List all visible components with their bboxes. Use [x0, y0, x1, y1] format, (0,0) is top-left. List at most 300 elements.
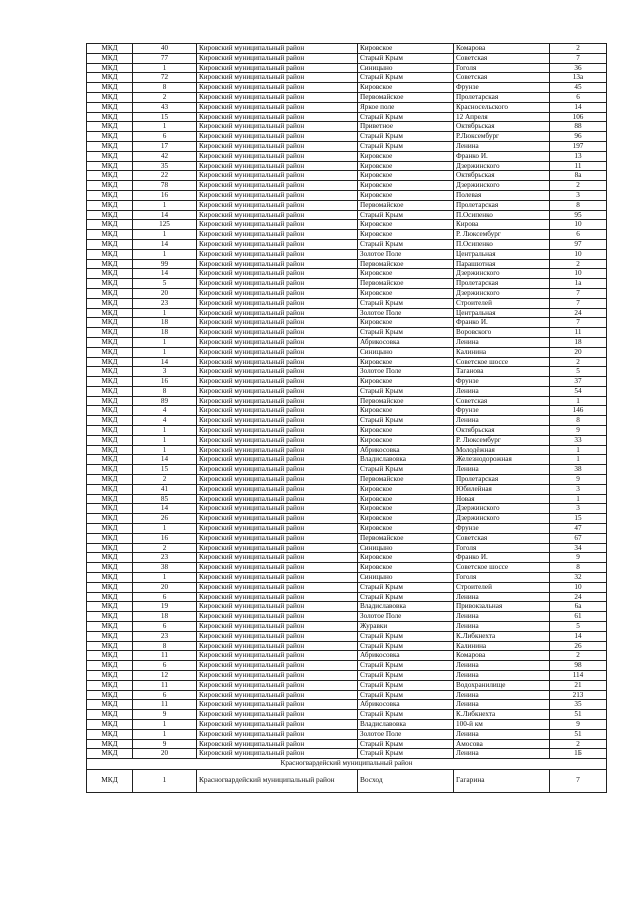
building-type-cell: МКД [87, 200, 133, 210]
row-number-cell: 2 [133, 92, 197, 102]
house-number-cell: 2 [550, 651, 607, 661]
district-cell: Кировский муниципальный район [197, 514, 358, 524]
district-cell: Кировский муниципальный район [197, 533, 358, 543]
settlement-cell: Старый Крым [358, 239, 454, 249]
district-cell: Кировский муниципальный район [197, 592, 358, 602]
house-number-cell: 20 [550, 347, 607, 357]
district-cell: Кировский муниципальный район [197, 308, 358, 318]
house-number-cell: 9 [550, 426, 607, 436]
row-number-cell: 99 [133, 259, 197, 269]
building-type-cell: МКД [87, 416, 133, 426]
table-row [87, 269, 607, 279]
settlement-cell: Старый Крым [358, 631, 454, 641]
row-number-cell: 14 [133, 357, 197, 367]
building-type-cell: МКД [87, 612, 133, 622]
street-cell: Гоголя [454, 543, 550, 553]
street-cell: Советское шоссе [454, 563, 550, 573]
row-number-cell: 77 [133, 53, 197, 63]
street-cell: Фрунзе [454, 377, 550, 387]
settlement-cell: Золотое Поле [358, 249, 454, 259]
district-cell: Кировский муниципальный район [197, 347, 358, 357]
street-cell: К.Либкнехта [454, 631, 550, 641]
street-cell: Р. Люксембург [454, 230, 550, 240]
table-row [87, 122, 607, 132]
building-type-cell: МКД [87, 514, 133, 524]
house-number-cell: 96 [550, 132, 607, 142]
row-number-cell: 1 [133, 769, 197, 792]
table-row [87, 514, 607, 524]
row-number-cell: 17 [133, 141, 197, 151]
table-row [87, 288, 607, 298]
building-type-cell: МКД [87, 729, 133, 739]
row-number-cell: 1 [133, 200, 197, 210]
building-type-cell: МКД [87, 690, 133, 700]
district-cell: Кировский муниципальный район [197, 63, 358, 73]
building-type-cell: МКД [87, 171, 133, 181]
building-type-cell: МКД [87, 112, 133, 122]
street-cell: Центральная [454, 249, 550, 259]
row-number-cell: 4 [133, 416, 197, 426]
table-row [87, 63, 607, 73]
table-row [87, 700, 607, 710]
building-type-cell: МКД [87, 582, 133, 592]
building-type-cell: МКД [87, 719, 133, 729]
building-type-cell: МКД [87, 671, 133, 681]
building-type-cell: МКД [87, 220, 133, 230]
settlement-cell: Старый Крым [358, 112, 454, 122]
table-row [87, 739, 607, 749]
building-type-cell: МКД [87, 710, 133, 720]
settlement-cell: Старый Крым [358, 298, 454, 308]
table-row [87, 504, 607, 514]
building-type-cell: МКД [87, 141, 133, 151]
row-number-cell: 4 [133, 406, 197, 416]
table-row [87, 769, 607, 792]
row-number-cell: 72 [133, 73, 197, 83]
house-number-cell: 3 [550, 484, 607, 494]
row-number-cell: 20 [133, 582, 197, 592]
row-number-cell: 1 [133, 435, 197, 445]
street-cell: Ленина [454, 416, 550, 426]
table-row [87, 671, 607, 681]
building-type-cell: МКД [87, 749, 133, 759]
table-row [87, 259, 607, 269]
settlement-cell: Владиславовка [358, 719, 454, 729]
district-cell: Кировский муниципальный район [197, 328, 358, 338]
settlement-cell: Старый Крым [358, 592, 454, 602]
house-number-cell: 2 [550, 44, 607, 54]
row-number-cell: 14 [133, 455, 197, 465]
district-cell: Кировский муниципальный район [197, 631, 358, 641]
district-cell: Кировский муниципальный район [197, 386, 358, 396]
settlement-cell: Кировское [358, 83, 454, 93]
house-number-cell: 13а [550, 73, 607, 83]
table-row [87, 651, 607, 661]
settlement-cell: Золотое Поле [358, 308, 454, 318]
district-cell: Кировский муниципальный район [197, 749, 358, 759]
street-cell: Кирова [454, 220, 550, 230]
table-row [87, 220, 607, 230]
street-cell: Советская [454, 73, 550, 83]
settlement-cell: Кировское [358, 377, 454, 387]
district-cell: Кировский муниципальный район [197, 700, 358, 710]
house-number-cell: 38 [550, 465, 607, 475]
settlement-cell: Старый Крым [358, 465, 454, 475]
district-cell: Кировский муниципальный район [197, 230, 358, 240]
row-number-cell: 16 [133, 190, 197, 200]
building-type-cell: МКД [87, 769, 133, 792]
table-row [87, 210, 607, 220]
settlement-cell: Владиславовка [358, 602, 454, 612]
row-number-cell: 18 [133, 612, 197, 622]
district-cell: Кировский муниципальный район [197, 396, 358, 406]
district-cell: Кировский муниципальный район [197, 220, 358, 230]
street-cell: Франко И. [454, 318, 550, 328]
row-number-cell: 35 [133, 161, 197, 171]
settlement-cell: Кировское [358, 553, 454, 563]
building-type-cell: МКД [87, 563, 133, 573]
district-cell: Кировский муниципальный район [197, 710, 358, 720]
building-type-cell: МКД [87, 92, 133, 102]
building-type-cell: МКД [87, 377, 133, 387]
settlement-cell: Старый Крым [358, 739, 454, 749]
street-cell: Дзержинского [454, 161, 550, 171]
settlement-cell: Кировское [358, 514, 454, 524]
settlement-cell: Старый Крым [358, 73, 454, 83]
row-number-cell: 22 [133, 171, 197, 181]
table-row [87, 141, 607, 151]
row-number-cell: 20 [133, 288, 197, 298]
district-cell: Кировский муниципальный район [197, 171, 358, 181]
table-row [87, 279, 607, 289]
building-type-cell: МКД [87, 406, 133, 416]
street-cell: П.Осипенко [454, 239, 550, 249]
house-number-cell: 14 [550, 102, 607, 112]
building-type-cell: МКД [87, 63, 133, 73]
district-cell: Кировский муниципальный район [197, 602, 358, 612]
street-cell: Центральная [454, 308, 550, 318]
house-number-cell: 13 [550, 151, 607, 161]
district-cell: Кировский муниципальный район [197, 279, 358, 289]
table-row [87, 377, 607, 387]
row-number-cell: 89 [133, 396, 197, 406]
settlement-cell: Золотое Поле [358, 729, 454, 739]
street-cell: Пролетарская [454, 200, 550, 210]
settlement-cell: Кировское [358, 504, 454, 514]
house-number-cell: 2 [550, 739, 607, 749]
settlement-cell: Синицыно [358, 63, 454, 73]
settlement-cell: Старый Крым [358, 210, 454, 220]
table-row [87, 455, 607, 465]
house-number-cell: 146 [550, 406, 607, 416]
row-number-cell: 14 [133, 504, 197, 514]
building-type-cell: МКД [87, 651, 133, 661]
settlement-cell: Восход [358, 769, 454, 792]
row-number-cell: 23 [133, 631, 197, 641]
building-type-cell: МКД [87, 739, 133, 749]
table-row [87, 426, 607, 436]
building-type-cell: МКД [87, 680, 133, 690]
row-number-cell: 6 [133, 622, 197, 632]
table-row [87, 308, 607, 318]
house-number-cell: 67 [550, 533, 607, 543]
table-row [87, 573, 607, 583]
district-cell: Кировский муниципальный район [197, 210, 358, 220]
building-type-cell: МКД [87, 367, 133, 377]
street-cell: Молодёжная [454, 445, 550, 455]
district-cell: Кировский муниципальный район [197, 259, 358, 269]
building-type-cell: МКД [87, 230, 133, 240]
building-type-cell: МКД [87, 631, 133, 641]
section-row-group [87, 759, 607, 769]
table-row [87, 318, 607, 328]
district-cell: Кировский муниципальный район [197, 200, 358, 210]
street-cell: Дзержинского [454, 181, 550, 191]
street-cell: 12 Апреля [454, 112, 550, 122]
street-cell: Советская [454, 533, 550, 543]
table-row [87, 230, 607, 240]
district-cell: Кировский муниципальный район [197, 318, 358, 328]
house-number-cell: 10 [550, 220, 607, 230]
district-cell: Кировский муниципальный район [197, 298, 358, 308]
street-cell: Дзержинского [454, 514, 550, 524]
row-number-cell: 18 [133, 328, 197, 338]
house-number-cell: 24 [550, 308, 607, 318]
row-number-cell: 11 [133, 680, 197, 690]
settlement-cell: Кировское [358, 484, 454, 494]
settlement-cell: Кировское [358, 524, 454, 534]
street-cell: Р. Люксембург [454, 435, 550, 445]
settlement-cell: Первомайское [358, 200, 454, 210]
district-cell: Кировский муниципальный район [197, 122, 358, 132]
row-number-cell: 41 [133, 484, 197, 494]
house-number-cell: 8 [550, 416, 607, 426]
street-cell: Дзержинского [454, 269, 550, 279]
district-cell: Кировский муниципальный район [197, 641, 358, 651]
district-cell: Кировский муниципальный район [197, 612, 358, 622]
table-row [87, 337, 607, 347]
table-row [87, 171, 607, 181]
table-row [87, 200, 607, 210]
house-number-cell: 114 [550, 671, 607, 681]
table-row [87, 435, 607, 445]
table-row [87, 44, 607, 54]
row-number-cell: 85 [133, 494, 197, 504]
row-number-cell: 1 [133, 426, 197, 436]
table-row [87, 729, 607, 739]
district-cell: Кировский муниципальный район [197, 249, 358, 259]
house-number-cell: 9 [550, 475, 607, 485]
house-number-cell: 1а [550, 279, 607, 289]
street-cell: Советское шоссе [454, 357, 550, 367]
house-number-cell: 36 [550, 63, 607, 73]
building-type-cell: МКД [87, 347, 133, 357]
row-number-cell: 15 [133, 112, 197, 122]
district-cell: Кировский муниципальный район [197, 465, 358, 475]
row-number-cell: 42 [133, 151, 197, 161]
house-number-cell: 21 [550, 680, 607, 690]
district-cell: Кировский муниципальный район [197, 573, 358, 583]
table-row [87, 612, 607, 622]
house-number-cell: 106 [550, 112, 607, 122]
settlement-cell: Кировское [358, 220, 454, 230]
row-number-cell: 9 [133, 739, 197, 749]
house-number-cell: 97 [550, 239, 607, 249]
house-number-cell: 6 [550, 230, 607, 240]
house-number-cell: 7 [550, 769, 607, 792]
street-cell: Гоголя [454, 63, 550, 73]
settlement-cell: Золотое Поле [358, 612, 454, 622]
settlement-cell: Старый Крым [358, 641, 454, 651]
table-row [87, 416, 607, 426]
house-number-cell: 6а [550, 602, 607, 612]
row-number-cell: 19 [133, 602, 197, 612]
building-type-cell: МКД [87, 132, 133, 142]
settlement-cell: Кировское [358, 494, 454, 504]
settlement-cell: Абрикосовка [358, 651, 454, 661]
row-number-cell: 8 [133, 83, 197, 93]
street-cell: Гоголя [454, 573, 550, 583]
table-row [87, 328, 607, 338]
settlement-cell: Кировское [358, 171, 454, 181]
row-number-cell: 9 [133, 710, 197, 720]
district-cell: Кировский муниципальный район [197, 563, 358, 573]
house-number-cell: 197 [550, 141, 607, 151]
street-cell: Ленина [454, 592, 550, 602]
street-cell: Привокзальная [454, 602, 550, 612]
table-row [87, 622, 607, 632]
street-cell: Советская [454, 53, 550, 63]
house-number-cell: 26 [550, 641, 607, 651]
building-type-cell: МКД [87, 553, 133, 563]
street-cell: Ленина [454, 622, 550, 632]
settlement-cell: Старый Крым [358, 582, 454, 592]
table-row [87, 533, 607, 543]
building-type-cell: МКД [87, 641, 133, 651]
district-cell: Кировский муниципальный район [197, 671, 358, 681]
settlement-cell: Старый Крым [358, 53, 454, 63]
settlement-cell: Кировское [358, 288, 454, 298]
table-row [87, 719, 607, 729]
house-number-cell: 5 [550, 622, 607, 632]
district-cell: Кировский муниципальный район [197, 132, 358, 142]
settlement-cell: Старый Крым [358, 690, 454, 700]
settlement-cell: Старый Крым [358, 141, 454, 151]
district-cell: Кировский муниципальный район [197, 181, 358, 191]
building-type-cell: МКД [87, 337, 133, 347]
row-number-cell: 78 [133, 181, 197, 191]
district-cell: Кировский муниципальный район [197, 102, 358, 112]
settlement-cell: Абрикосовка [358, 445, 454, 455]
district-cell: Кировский муниципальный район [197, 543, 358, 553]
settlement-cell: Журавки [358, 622, 454, 632]
settlement-cell: Старый Крым [358, 671, 454, 681]
settlement-cell: Первомайское [358, 259, 454, 269]
table-row [87, 357, 607, 367]
house-number-cell: 9 [550, 553, 607, 563]
table-row [87, 543, 607, 553]
district-cell: Кировский муниципальный район [197, 406, 358, 416]
row-number-cell: 5 [133, 279, 197, 289]
building-type-cell: МКД [87, 102, 133, 112]
row-number-cell: 15 [133, 465, 197, 475]
building-type-cell: МКД [87, 622, 133, 632]
house-number-cell: 5 [550, 367, 607, 377]
house-number-cell: 10 [550, 582, 607, 592]
table-row [87, 602, 607, 612]
street-cell: Калинина [454, 347, 550, 357]
district-cell: Кировский муниципальный район [197, 426, 358, 436]
row-number-cell: 1 [133, 63, 197, 73]
settlement-cell: Золотое Поле [358, 367, 454, 377]
street-cell: Железнодорожная [454, 455, 550, 465]
street-cell: Октябрьская [454, 122, 550, 132]
row-number-cell: 6 [133, 132, 197, 142]
table-row [87, 475, 607, 485]
building-type-cell: МКД [87, 475, 133, 485]
building-type-cell: МКД [87, 357, 133, 367]
house-number-cell: 7 [550, 318, 607, 328]
district-cell: Кировский муниципальный район [197, 582, 358, 592]
street-cell: Воровского [454, 328, 550, 338]
house-number-cell: 54 [550, 386, 607, 396]
district-cell: Кировский муниципальный район [197, 239, 358, 249]
row-number-cell: 2 [133, 543, 197, 553]
settlement-cell: Кировское [358, 190, 454, 200]
house-number-cell: 3 [550, 504, 607, 514]
house-number-cell: 2 [550, 181, 607, 191]
house-number-cell: 33 [550, 435, 607, 445]
settlement-cell: Первомайское [358, 92, 454, 102]
row-number-cell: 1 [133, 308, 197, 318]
house-number-cell: 11 [550, 328, 607, 338]
settlement-cell: Синицыно [358, 347, 454, 357]
row-number-cell: 43 [133, 102, 197, 112]
row-number-cell: 23 [133, 298, 197, 308]
building-type-cell: МКД [87, 161, 133, 171]
district-cell: Кировский муниципальный район [197, 690, 358, 700]
house-number-cell: 14 [550, 631, 607, 641]
table-row [87, 494, 607, 504]
section-title: Красногвардейский муниципальный район [87, 759, 607, 769]
settlement-cell: Кировское [358, 357, 454, 367]
table-row [87, 563, 607, 573]
street-cell: 100-й км [454, 719, 550, 729]
settlement-cell: Кировское [358, 426, 454, 436]
building-type-cell: МКД [87, 210, 133, 220]
settlement-cell: Кировское [358, 181, 454, 191]
row-number-cell: 2 [133, 475, 197, 485]
row-number-cell: 8 [133, 386, 197, 396]
street-cell: Ленина [454, 729, 550, 739]
district-cell: Красногвардейский муниципальный район [197, 769, 358, 792]
building-type-cell: МКД [87, 435, 133, 445]
section-header-row [87, 759, 607, 769]
settlement-cell: Старый Крым [358, 328, 454, 338]
settlement-cell: Первомайское [358, 475, 454, 485]
street-cell: Полевая [454, 190, 550, 200]
building-type-cell: МКД [87, 494, 133, 504]
table-row [87, 367, 607, 377]
settlement-cell: Кировское [358, 435, 454, 445]
table-row [87, 582, 607, 592]
street-cell: Октябрьская [454, 171, 550, 181]
house-number-cell: 10 [550, 269, 607, 279]
building-type-cell: МКД [87, 504, 133, 514]
settlement-cell: Кировское [358, 318, 454, 328]
row-number-cell: 6 [133, 592, 197, 602]
street-cell: Красносельского [454, 102, 550, 112]
